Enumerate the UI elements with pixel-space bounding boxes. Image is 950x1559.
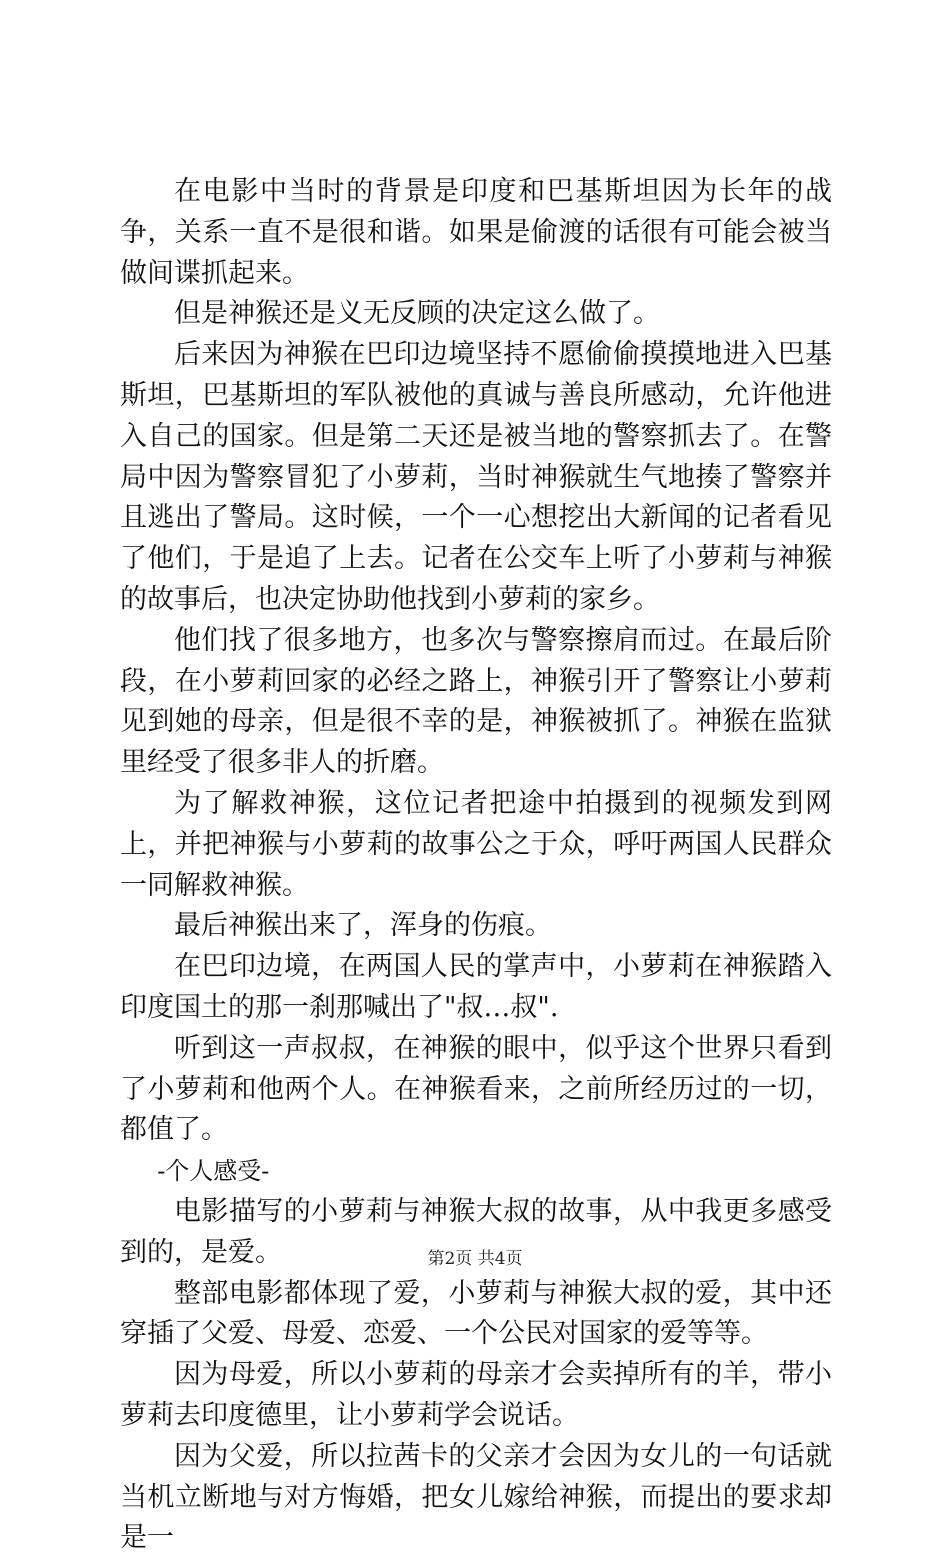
paragraph-decision: 但是神猴还是义无反顾的决定这么做了。 <box>174 298 660 330</box>
paragraph-father-love: 因为父爱，所以拉茜卡的父亲才会因为女儿的一句话就当机立断地与对方悔婚，把女儿嫁给神猴，而提出的要求却是一 <box>120 1440 832 1554</box>
paragraph-border-scene: 在巴印边境，在两国人民的掌声中，小萝莉在神猴踏入印度国土的那一刹那喊出了"叔…叔". <box>120 951 832 1023</box>
section-heading-personal-feelings: -个人感受- <box>157 1157 270 1186</box>
paragraph-release: 最后神猴出来了，浑身的伤痕。 <box>174 910 552 942</box>
paragraph-border-crossing: 后来因为神猴在巴印边境坚持不愿偷偷摸摸地进入巴基斯坦，巴基斯坦的军队被他的真诚与善良所感动，允许他进入自己的国家。但是第二天还是被当地的警察抓去了。在警局中因为警察冒犯了小萝莉，当时神猴就生气地揍了警察并且逃出了警局。这时候，一个一心想挖出大新闻的记者看见了他们，于是追了上去。记者在公交车上听了小萝莉与神猴的故事后，也决定协助他找到小萝莉的家乡。 <box>120 339 832 615</box>
paragraph-love: 电影描写的小萝莉与神猴大叔的故事，从中我更多感受到的，是爱。 <box>120 1195 832 1268</box>
paragraph-uncle: 听到这一声叔叔，在神猴的眼中，似乎这个世界只看到了小萝莉和他两个人。在神猴看来，之前所经历过的一切，都值了。 <box>120 1032 832 1146</box>
paragraph-mother-love: 因为母爱，所以小萝莉的母亲才会卖掉所有的羊，带小萝莉去印度德里，让小萝莉学会说话。 <box>120 1359 832 1431</box>
document-body <box>120 172 832 1559</box>
page-number-footer: 第2页 共4页 <box>427 1249 523 1269</box>
paragraph-kinds-of-love: 整部电影都体现了爱，小萝莉与神猴大叔的爱，其中还穿插了父爱、母爱、恋爱、一个公民对国家的爱等等。 <box>120 1277 832 1350</box>
paragraph-rescue: 为了解救神猴，这位记者把途中拍摄到的视频发到网上，并把神猴与小萝莉的故事公之于众，呼吁两国人民群众一同解救神猴。 <box>120 787 832 901</box>
paragraph-search: 他们找了很多地方，也多次与警察擦肩而过。在最后阶段，在小萝莉回家的必经之路上，神猴引开了警察让小萝莉见到她的母亲，但是很不幸的是，神猴被抓了。神猴在监狱里经受了很多非人的折磨。 <box>120 624 832 779</box>
paragraph-background: 在电影中当时的背景是印度和巴基斯坦因为长年的战争，关系一直不是很和谐。如果是偷渡的话很有可能会被当做间谍抓起来。 <box>120 176 832 289</box>
